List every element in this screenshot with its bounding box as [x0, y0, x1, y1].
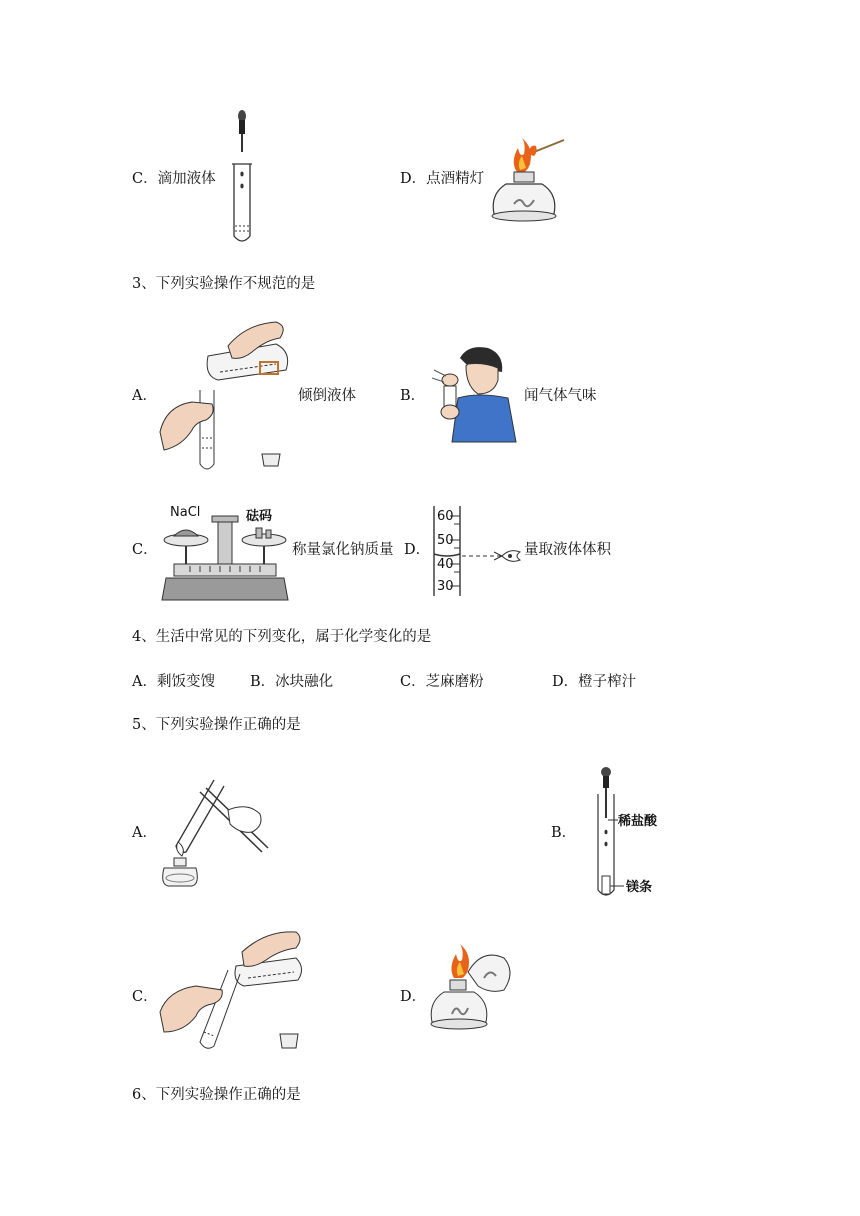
nacl-label: NaCl — [170, 505, 201, 520]
q3-option-b-letter: B． — [400, 388, 426, 404]
q6-stem: 6、下列实验操作正确的是 — [132, 1087, 301, 1103]
q4-stem: 4、生活中常见的下列变化，属于化学变化的是 — [132, 629, 432, 645]
dropper-hcl-mg-figure — [592, 764, 696, 902]
tick-60: 60 — [437, 509, 454, 524]
pouring-liquid-figure — [156, 318, 296, 478]
tick-30: 30 — [437, 579, 454, 594]
tick-50: 50 — [437, 533, 454, 548]
lamp-lighting-lamp-figure — [424, 942, 520, 1038]
q2-option-c-label: C．滴加液体 — [132, 171, 216, 187]
q4-option-b: B．冰块融化 — [250, 674, 334, 690]
magnesium-strip-label: 镁条 — [626, 880, 653, 895]
q3-option-a-caption: 倾倒液体 — [298, 388, 356, 404]
q5-option-b-letter: B． — [551, 825, 577, 841]
q4-option-a: A．剩饭变馊 — [132, 674, 215, 690]
balance-weighing-figure — [160, 500, 290, 604]
q2-option-d-label: D．点酒精灯 — [400, 171, 485, 187]
q5-stem: 5、下列实验操作正确的是 — [132, 717, 301, 733]
q3-stem: 3、下列实验操作不规范的是 — [132, 276, 316, 292]
q3-option-d-caption: 量取液体体积 — [524, 542, 611, 558]
q3-option-b-caption: 闻气体气味 — [524, 388, 597, 404]
q4-option-c: C．芝麻磨粉 — [400, 674, 484, 690]
dropper-test-tube-figure — [222, 108, 262, 248]
graduated-cylinder-reading-figure — [428, 502, 524, 600]
q5-option-c-letter: C． — [132, 989, 158, 1005]
heating-test-tube-figure — [156, 774, 272, 890]
smelling-gas-figure — [428, 344, 520, 444]
q4-option-d: D．橙子榨汁 — [552, 674, 637, 690]
q3-option-a-letter: A． — [132, 388, 157, 404]
q3-option-d-letter: D． — [404, 542, 431, 558]
pouring-liquid-correct-figure — [156, 928, 306, 1056]
q3-option-c-letter: C． — [132, 542, 158, 558]
weights-label: 砝码 — [246, 509, 273, 524]
tick-40: 40 — [437, 557, 454, 572]
dilute-hcl-label: 稀盐酸 — [618, 814, 658, 829]
q3-option-c-caption: 称量氯化钠质量 — [292, 542, 394, 558]
q5-option-a-letter: A． — [132, 825, 157, 841]
q5-option-d-letter: D． — [400, 989, 427, 1005]
lighting-alcohol-lamp-figure — [484, 134, 570, 226]
